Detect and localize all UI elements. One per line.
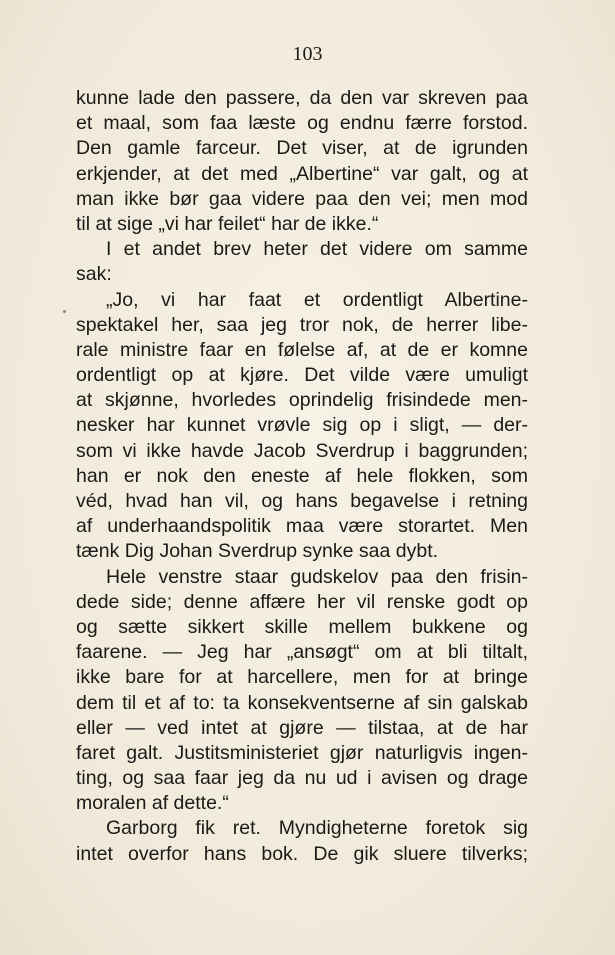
text-line: ordentligt op at kjøre. Det vilde være umuligt (76, 364, 528, 387)
text-line: sak: (76, 263, 112, 286)
text-line: nesker har kunnet vrøvle sig op i sligt, — der- (76, 414, 528, 437)
text-line: ikke bare for at harcellere, men for at bringe (76, 666, 528, 689)
text-line: faret galt. Justitsministeriet gjør naturligvis ingen- (76, 741, 528, 764)
text-line: at skjønne, hvorledes oprindelig frisindede men- (76, 389, 528, 412)
text-line: rale ministre faar en følelse af, at de er komne (76, 338, 528, 361)
text-line: faarene. — Jeg har „ansøgt“ om at bli tiltalt, (76, 641, 528, 664)
text-line: og sætte sikkert skille mellem bukkene og (76, 615, 528, 638)
text-line: moralen af dette.“ (76, 792, 229, 815)
text-line: erkjender, at det med „Albertine“ var galt, og at (76, 162, 528, 185)
text-line: dem til et af to: ta konsekventserne af sin galskab (76, 691, 528, 714)
body-text (76, 86, 528, 867)
text-line: „Jo, vi har faat et ordentligt Albertine- (106, 288, 528, 311)
text-line: til at sige „vi har feilet“ har de ikke.“ (76, 212, 379, 235)
text-line: tænk Dig Johan Sverdrup synke saa dybt. (76, 540, 439, 563)
text-line: han er nok den eneste af hele flokken, som (76, 464, 528, 487)
paper-speck (63, 310, 66, 313)
text-line: véd, hvad han vil, og hans begavelse i retning (76, 490, 528, 512)
text-line: intet overfor hans bok. De gik sluere tilverks; (76, 842, 528, 865)
text-line: spektakel her, saa jeg tror nok, de herrer libe- (76, 313, 528, 336)
text-line: Den gamle farceur. Det viser, at de igrunden (76, 137, 528, 160)
text-line: af underhaandspolitik maa være storartet. Men (76, 515, 528, 538)
text-line: I et andet brev heter det videre om samme (106, 238, 528, 261)
text-line: Garborg fik ret. Myndigheterne foretok sig (106, 817, 528, 840)
text-line: dede side; denne affære her vil renske godt op (76, 590, 528, 613)
text-line: ting, og saa faar jeg da nu ud i avisen og drage (76, 767, 528, 790)
page-number: 103 (292, 43, 323, 65)
text-line: man ikke bør gaa videre paa den vei; men mod (76, 187, 528, 210)
text-line: som vi ikke havde Jacob Sverdrup i baggrunden; (76, 439, 528, 462)
text-line: Hele venstre staar gudskelov paa den frisin- (106, 565, 528, 588)
text-line: kunne lade den passere, da den var skreven paa (76, 87, 528, 109)
text-line: et maal, som faa læste og endnu færre forstod. (76, 112, 528, 135)
text-line: eller — ved intet at gjøre — tilstaa, at de har (76, 716, 528, 739)
